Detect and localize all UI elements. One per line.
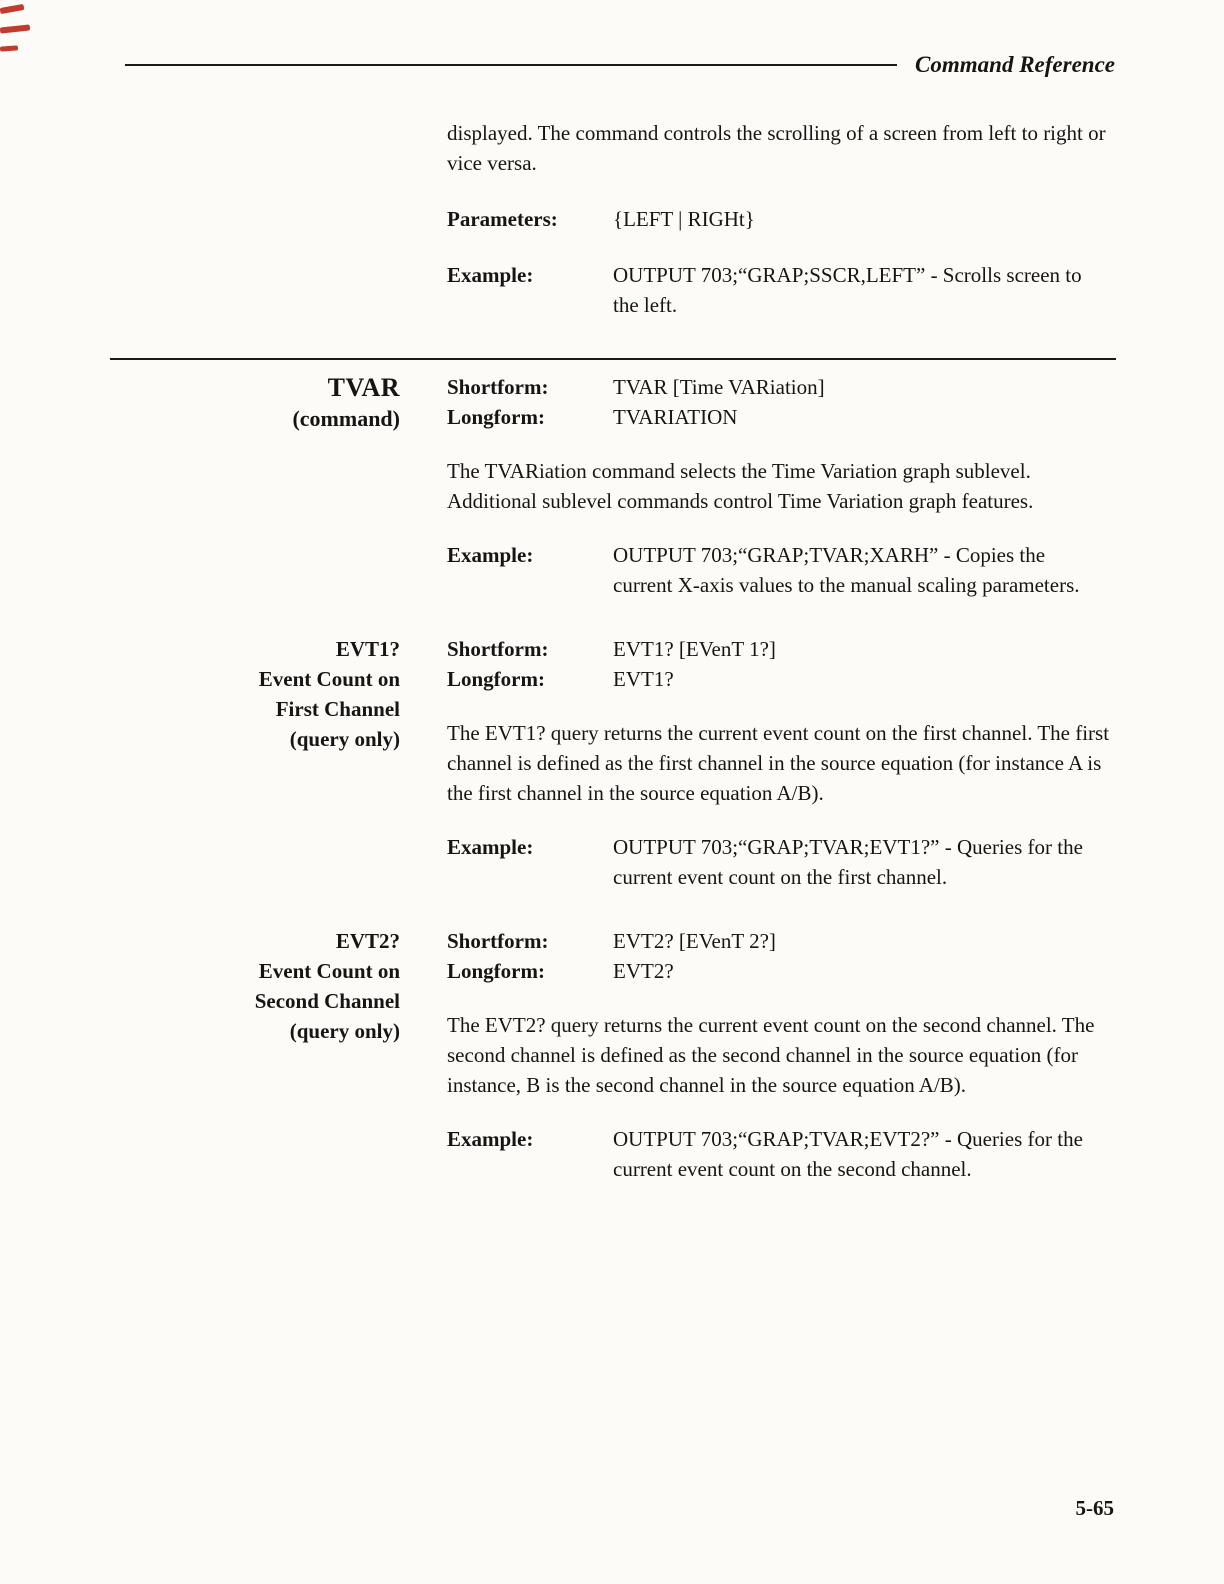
field-value: OUTPUT 703;“GRAP;TVAR;EVT2?” - Queries for the current event count on the second channel. — [613, 1127, 1083, 1181]
command-description: Second Channel — [254, 989, 400, 1013]
field-value: EVT2? [EVenT 2?] — [613, 929, 776, 953]
section-content — [447, 372, 1122, 600]
example-row — [447, 832, 1122, 892]
field-value: EVT2? — [613, 959, 674, 983]
shortform-row — [447, 926, 1122, 956]
page-title: Command Reference — [915, 52, 1115, 77]
command-section-tvar — [0, 372, 1224, 600]
red-ink-mark — [0, 24, 30, 33]
command-name: EVT1? — [335, 637, 400, 661]
section-heading — [0, 926, 400, 1184]
field-label: Example: — [447, 263, 534, 287]
section-divider — [110, 358, 1116, 360]
red-ink-mark — [0, 45, 18, 51]
field-label: Example: — [447, 835, 534, 859]
section-content — [447, 926, 1122, 1184]
example-row — [447, 540, 1122, 600]
command-name: TVAR — [327, 373, 400, 402]
field-value: OUTPUT 703;“GRAP;TVAR;XARH” - Copies the current X-axis values to the manual scaling parameters. — [613, 543, 1080, 597]
paragraph: The EVT1? query returns the current event count on the first channel. The first channel is defined as the first channel in the source equation (for instance A is the first channel in the source equation A/B). — [447, 721, 1110, 805]
red-ink-mark — [0, 4, 24, 14]
field-label: Shortform: — [447, 637, 549, 661]
field-label: Shortform: — [447, 375, 549, 399]
command-description: Event Count on — [258, 667, 400, 691]
longform-row — [447, 956, 1122, 986]
shortform-row — [447, 372, 1122, 402]
header-rule — [125, 64, 897, 66]
field-label: Example: — [447, 543, 534, 567]
section-heading — [0, 372, 400, 600]
field-value: {LEFT | RIGHt} — [613, 207, 755, 231]
section-content — [447, 634, 1122, 892]
field-value: OUTPUT 703;“GRAP;TVAR;EVT1?” - Queries for the current event count on the first channel. — [613, 835, 1083, 889]
command-type: (query only) — [289, 727, 400, 751]
field-label: Shortform: — [447, 929, 549, 953]
longform-row — [447, 664, 1122, 694]
field-label: Longform: — [447, 405, 545, 429]
field-value: EVT1? — [613, 667, 674, 691]
longform-row — [447, 402, 1122, 432]
command-type: (command) — [292, 406, 400, 431]
command-section-evt2 — [0, 926, 1224, 1184]
shortform-row — [447, 634, 1122, 664]
field-value: OUTPUT 703;“GRAP;SSCR,LEFT” - Scrolls screen to the left. — [613, 263, 1082, 317]
paragraph: displayed. The command controls the scrolling of a screen from left to right or vice versa. — [447, 121, 1106, 175]
section-heading — [0, 634, 400, 892]
intro-continuation — [447, 118, 1122, 320]
field-value: TVARIATION — [613, 405, 738, 429]
command-type: (query only) — [289, 1019, 400, 1043]
example-row — [447, 260, 1122, 320]
page-number: 5-65 — [1075, 1496, 1114, 1520]
command-name: EVT2? — [335, 929, 400, 953]
paragraph: The EVT2? query returns the current event count on the second channel. The second channel is defined as the second channel in the source equation (for instance, B is the second channel in the source equation A/B). — [447, 1013, 1095, 1097]
field-label: Longform: — [447, 667, 545, 691]
field-value: TVAR [Time VARiation] — [613, 375, 825, 399]
paragraph: The TVARiation command selects the Time Variation graph sublevel. Additional sublevel commands control Time Variation graph features. — [447, 459, 1034, 513]
field-label: Example: — [447, 1127, 534, 1151]
example-row — [447, 1124, 1122, 1184]
field-value: EVT1? [EVenT 1?] — [613, 637, 776, 661]
command-description: Event Count on — [258, 959, 400, 983]
command-section-evt1 — [0, 634, 1224, 892]
command-description: First Channel — [275, 697, 400, 721]
parameters-row — [447, 204, 1122, 234]
field-label: Longform: — [447, 959, 545, 983]
field-label: Parameters: — [447, 207, 558, 231]
page-header — [125, 0, 1115, 78]
